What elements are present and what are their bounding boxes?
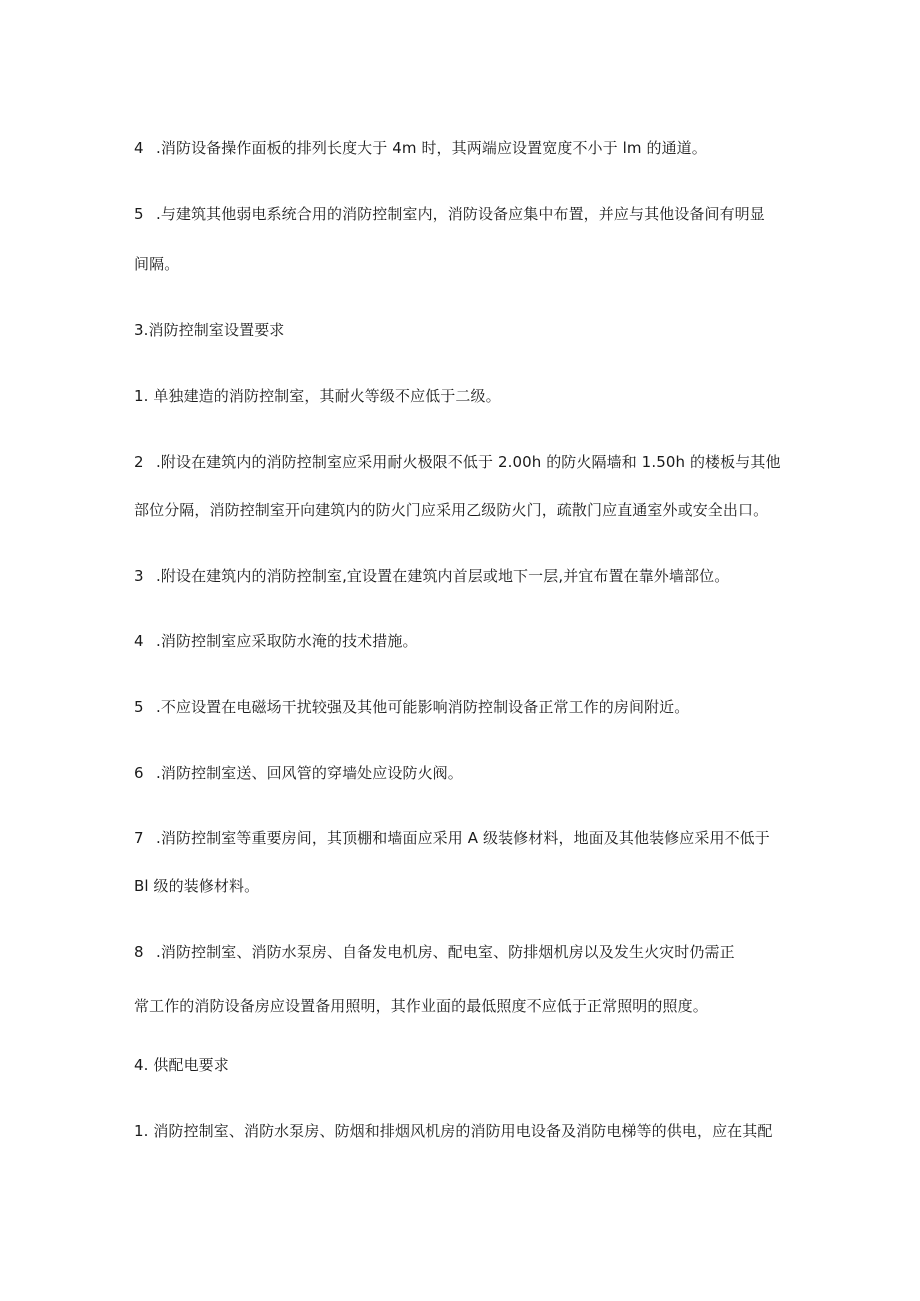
paragraph-line bbox=[134, 566, 794, 586]
paragraph-line bbox=[134, 697, 794, 717]
paragraph-line bbox=[134, 204, 794, 224]
line-text: .消防设备操作面板的排列长度大于 4m 时，其两端应设置宽度不小于 lm 的通道。 bbox=[156, 139, 707, 157]
list-number: 5 bbox=[134, 205, 144, 223]
list-number: 2 bbox=[134, 453, 144, 471]
paragraph-line bbox=[134, 631, 794, 651]
line-text: .附设在建筑内的消防控制室应采用耐火极限不低于 2.00h 的防火隔墙和 1.50h 的楼板与其他 bbox=[156, 453, 781, 471]
line-text: 3.消防控制室设置要求 bbox=[134, 321, 285, 339]
paragraph-line bbox=[134, 942, 794, 962]
paragraph-line bbox=[134, 1121, 794, 1141]
line-text: 间隔。 bbox=[134, 255, 180, 273]
paragraph-line bbox=[134, 996, 794, 1016]
list-number: 4 bbox=[134, 139, 144, 157]
list-number: 6 bbox=[134, 764, 144, 782]
section-heading bbox=[134, 320, 794, 340]
line-text: 常工作的消防设备房应设置备用照明，其作业面的最低照度不应低于正常照明的照度。 bbox=[134, 997, 708, 1015]
paragraph-line bbox=[134, 876, 794, 896]
line-text: .消防控制室送、回风管的穿墙处应设防火阀。 bbox=[156, 764, 463, 782]
list-number: 8 bbox=[134, 943, 144, 961]
line-text: .消防控制室、消防水泵房、自备发电机房、配电室、防排烟机房以及发生火灾时仍需正 bbox=[156, 943, 735, 961]
paragraph-line bbox=[134, 452, 794, 472]
list-number: 7 bbox=[134, 829, 144, 847]
line-text: .附设在建筑内的消防控制室,宜设置在建筑内首层或地下一层,并宜布置在靠外墙部位。 bbox=[156, 567, 730, 585]
section-heading bbox=[134, 1055, 794, 1075]
line-text: .消防控制室应采取防水淹的技术措施。 bbox=[156, 632, 418, 650]
line-text: .消防控制室等重要房间，其顶棚和墙面应采用 A 级装修材料，地面及其他装修应采用不低于 bbox=[156, 829, 770, 847]
line-text: Bl 级的装修材料。 bbox=[134, 877, 260, 895]
paragraph-line bbox=[134, 828, 794, 848]
line-text: 4. 供配电要求 bbox=[134, 1056, 229, 1074]
list-number: 5 bbox=[134, 698, 144, 716]
line-text: 1. 消防控制室、消防水泵房、防烟和排烟风机房的消防用电设备及消防电梯等的供电，应在其配 bbox=[134, 1122, 773, 1140]
paragraph-line bbox=[134, 386, 794, 406]
line-text: .与建筑其他弱电系统合用的消防控制室内，消防设备应集中布置，并应与其他设备间有明显 bbox=[156, 205, 765, 223]
paragraph-line bbox=[134, 254, 794, 274]
line-text: .不应设置在电磁场干扰较强及其他可能影响消防控制设备正常工作的房间附近。 bbox=[156, 698, 690, 716]
line-text: 部位分隔，消防控制室开向建筑内的防火门应采用乙级防火门，疏散门应直通室外或安全出口。 bbox=[134, 501, 769, 519]
line-text: 1. 单独建造的消防控制室，其耐火等级不应低于二级。 bbox=[134, 387, 501, 405]
list-number: 3 bbox=[134, 567, 144, 585]
paragraph-line bbox=[134, 138, 794, 158]
paragraph-line bbox=[134, 763, 794, 783]
paragraph-line bbox=[134, 500, 794, 520]
list-number: 4 bbox=[134, 632, 144, 650]
